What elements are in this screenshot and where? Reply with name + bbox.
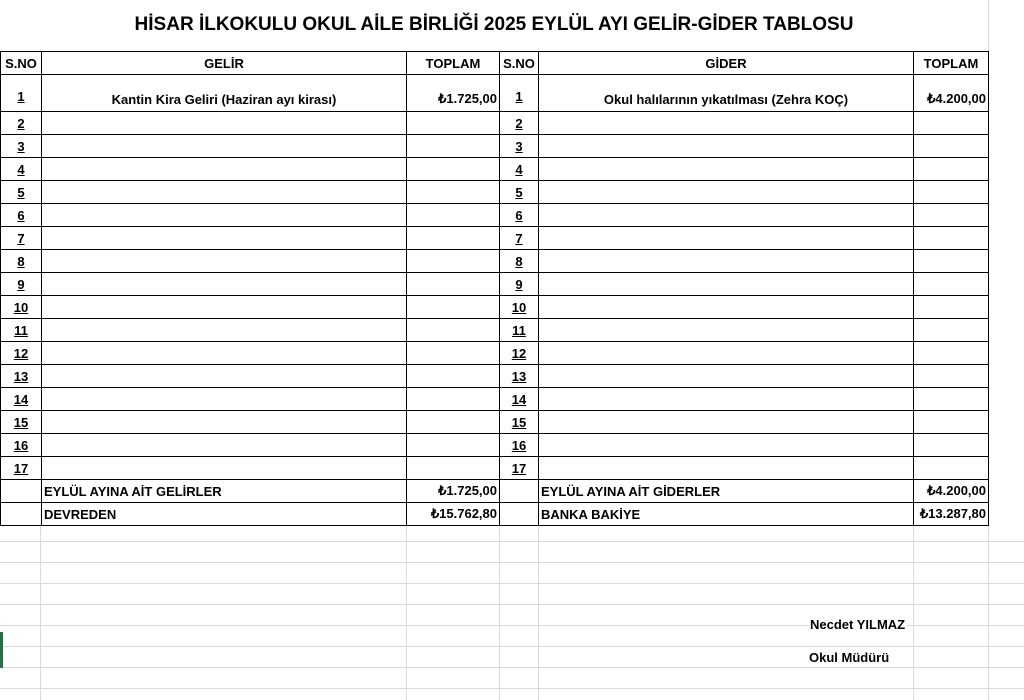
- carried-over-value[interactable]: ₺15.762,80: [407, 503, 500, 526]
- gelir-amount[interactable]: [407, 135, 500, 158]
- row-number-left[interactable]: 17: [1, 457, 42, 480]
- row-number-left[interactable]: 11: [1, 319, 42, 342]
- gelir-amount[interactable]: [407, 273, 500, 296]
- gider-description[interactable]: [539, 112, 914, 135]
- row-number-right[interactable]: 11: [500, 319, 539, 342]
- monthly-income-label[interactable]: EYLÜL AYINA AİT GELİRLER: [42, 480, 407, 503]
- row-number-right[interactable]: 2: [500, 112, 539, 135]
- gelir-amount[interactable]: [407, 204, 500, 227]
- gider-amount[interactable]: [914, 273, 989, 296]
- gider-description[interactable]: [539, 273, 914, 296]
- gelir-description[interactable]: [42, 434, 407, 457]
- gelir-amount[interactable]: [407, 411, 500, 434]
- gelir-description[interactable]: [42, 273, 407, 296]
- bank-balance-value[interactable]: ₺13.287,80: [914, 503, 989, 526]
- gelir-description[interactable]: [42, 411, 407, 434]
- row-number-right[interactable]: 13: [500, 365, 539, 388]
- gelir-amount[interactable]: [407, 112, 500, 135]
- row-number-left[interactable]: 3: [1, 135, 42, 158]
- gider-description[interactable]: [539, 135, 914, 158]
- summary-row: [1, 480, 989, 503]
- gelir-amount[interactable]: [407, 342, 500, 365]
- gelir-description[interactable]: [42, 296, 407, 319]
- table-row: [1, 388, 989, 411]
- table-row: [1, 365, 989, 388]
- table-row: [1, 112, 989, 135]
- row-number-right[interactable]: 7: [500, 227, 539, 250]
- signature-role: Okul Müdürü: [809, 650, 890, 665]
- gider-amount[interactable]: [914, 365, 989, 388]
- row-number-right[interactable]: 8: [500, 250, 539, 273]
- row-number-right[interactable]: 6: [500, 204, 539, 227]
- row-number-left[interactable]: 14: [1, 388, 42, 411]
- gelir-amount[interactable]: [407, 181, 500, 204]
- gider-description[interactable]: [539, 411, 914, 434]
- header-sno-left[interactable]: S.NO: [1, 52, 42, 75]
- row-number-right[interactable]: 17: [500, 457, 539, 480]
- header-toplam-right[interactable]: TOPLAM: [914, 52, 989, 75]
- table-row: [1, 457, 989, 480]
- table-row: [1, 319, 989, 342]
- table-row: [1, 250, 989, 273]
- row-number-left[interactable]: 1: [1, 75, 42, 112]
- gider-description[interactable]: [539, 457, 914, 480]
- gider-amount[interactable]: [914, 388, 989, 411]
- monthly-expense-label[interactable]: EYLÜL AYINA AİT GİDERLER: [539, 480, 914, 503]
- gelir-description[interactable]: [42, 181, 407, 204]
- gider-description[interactable]: [539, 250, 914, 273]
- table-row: [1, 135, 989, 158]
- gelir-description[interactable]: [42, 342, 407, 365]
- table-row: [1, 273, 989, 296]
- row-number-right[interactable]: 5: [500, 181, 539, 204]
- bank-balance-label[interactable]: BANKA BAKİYE: [539, 503, 914, 526]
- gelir-description[interactable]: [42, 250, 407, 273]
- row-number-right[interactable]: 3: [500, 135, 539, 158]
- gider-amount[interactable]: [914, 112, 989, 135]
- gider-description[interactable]: [539, 319, 914, 342]
- table-row: [1, 296, 989, 319]
- gider-amount[interactable]: [914, 434, 989, 457]
- gider-description[interactable]: [539, 158, 914, 181]
- gider-description[interactable]: [539, 434, 914, 457]
- gelir-amount[interactable]: [407, 227, 500, 250]
- header-gider[interactable]: GİDER: [539, 52, 914, 75]
- header-gelir[interactable]: GELİR: [42, 52, 407, 75]
- gider-amount[interactable]: [914, 227, 989, 250]
- gelir-description[interactable]: [42, 227, 407, 250]
- gider-amount[interactable]: [914, 342, 989, 365]
- table-row: [1, 342, 989, 365]
- gider-description[interactable]: [539, 388, 914, 411]
- summary-row: [1, 503, 989, 526]
- selection-indicator: [0, 632, 3, 668]
- gelir-amount[interactable]: [407, 250, 500, 273]
- gider-amount[interactable]: ₺4.200,00: [914, 75, 989, 112]
- row-number-right[interactable]: 4: [500, 158, 539, 181]
- row-number-left[interactable]: 10: [1, 296, 42, 319]
- gider-description[interactable]: Okul halılarının yıkatılması (Zehra KOÇ): [539, 75, 914, 112]
- gider-description[interactable]: [539, 296, 914, 319]
- empty-cell[interactable]: [500, 503, 539, 526]
- empty-cell[interactable]: [1, 503, 42, 526]
- table-row: [1, 204, 989, 227]
- table-row: [1, 158, 989, 181]
- row-number-left[interactable]: 15: [1, 411, 42, 434]
- gelir-description[interactable]: [42, 365, 407, 388]
- row-number-left[interactable]: 16: [1, 434, 42, 457]
- empty-cell[interactable]: [500, 480, 539, 503]
- header-sno-right[interactable]: S.NO: [500, 52, 539, 75]
- header-toplam-left[interactable]: TOPLAM: [407, 52, 500, 75]
- row-number-left[interactable]: 2: [1, 112, 42, 135]
- row-number-left[interactable]: 4: [1, 158, 42, 181]
- gider-description[interactable]: [539, 204, 914, 227]
- gelir-description[interactable]: [42, 112, 407, 135]
- gider-description[interactable]: [539, 227, 914, 250]
- gelir-description[interactable]: [42, 135, 407, 158]
- gelir-description[interactable]: [42, 204, 407, 227]
- gider-description[interactable]: [539, 181, 914, 204]
- page-title: HİSAR İLKOKULU OKUL AİLE BİRLİĞİ 2025 EYLÜL AYI GELİR-GİDER TABLOSU: [0, 0, 988, 50]
- row-number-right[interactable]: 1: [500, 75, 539, 112]
- monthly-expense-value[interactable]: ₺4.200,00: [914, 480, 989, 503]
- gelir-amount[interactable]: [407, 158, 500, 181]
- header-row: [1, 52, 989, 75]
- row-number-right[interactable]: 9: [500, 273, 539, 296]
- gelir-description[interactable]: [42, 319, 407, 342]
- row-number-left[interactable]: 6: [1, 204, 42, 227]
- row-number-right[interactable]: 12: [500, 342, 539, 365]
- gelir-description[interactable]: [42, 457, 407, 480]
- gelir-description[interactable]: [42, 158, 407, 181]
- income-expense-table: [0, 51, 989, 526]
- gider-description[interactable]: [539, 365, 914, 388]
- monthly-income-value[interactable]: ₺1.725,00: [407, 480, 500, 503]
- gelir-amount[interactable]: [407, 457, 500, 480]
- gider-amount[interactable]: [914, 158, 989, 181]
- table-row: [1, 411, 989, 434]
- row-number-left[interactable]: 13: [1, 365, 42, 388]
- gelir-amount[interactable]: [407, 296, 500, 319]
- gider-amount[interactable]: [914, 250, 989, 273]
- gelir-amount[interactable]: [407, 388, 500, 411]
- signature-name: Necdet YILMAZ: [810, 617, 906, 632]
- row-number-left[interactable]: 7: [1, 227, 42, 250]
- gider-amount[interactable]: [914, 181, 989, 204]
- gider-amount[interactable]: [914, 296, 989, 319]
- gelir-description[interactable]: Kantin Kira Geliri (Haziran ayı kirası): [42, 75, 407, 112]
- table-row: [1, 434, 989, 457]
- table-row: [1, 227, 989, 250]
- row-number-right[interactable]: 16: [500, 434, 539, 457]
- gelir-description[interactable]: [42, 388, 407, 411]
- empty-cell[interactable]: [1, 480, 42, 503]
- gider-amount[interactable]: [914, 319, 989, 342]
- row-number-right[interactable]: 15: [500, 411, 539, 434]
- gider-amount[interactable]: [914, 135, 989, 158]
- row-number-left[interactable]: 8: [1, 250, 42, 273]
- gider-description[interactable]: [539, 342, 914, 365]
- gider-amount[interactable]: [914, 457, 989, 480]
- row-number-left[interactable]: 12: [1, 342, 42, 365]
- row-number-left[interactable]: 5: [1, 181, 42, 204]
- table-row: [1, 181, 989, 204]
- gelir-amount[interactable]: [407, 434, 500, 457]
- table-row: [1, 75, 989, 112]
- carried-over-label[interactable]: DEVREDEN: [42, 503, 407, 526]
- gelir-amount[interactable]: [407, 365, 500, 388]
- row-number-right[interactable]: 10: [500, 296, 539, 319]
- gider-amount[interactable]: [914, 204, 989, 227]
- gider-amount[interactable]: [914, 411, 989, 434]
- gelir-amount[interactable]: [407, 319, 500, 342]
- row-number-right[interactable]: 14: [500, 388, 539, 411]
- gelir-amount[interactable]: ₺1.725,00: [407, 75, 500, 112]
- row-number-left[interactable]: 9: [1, 273, 42, 296]
